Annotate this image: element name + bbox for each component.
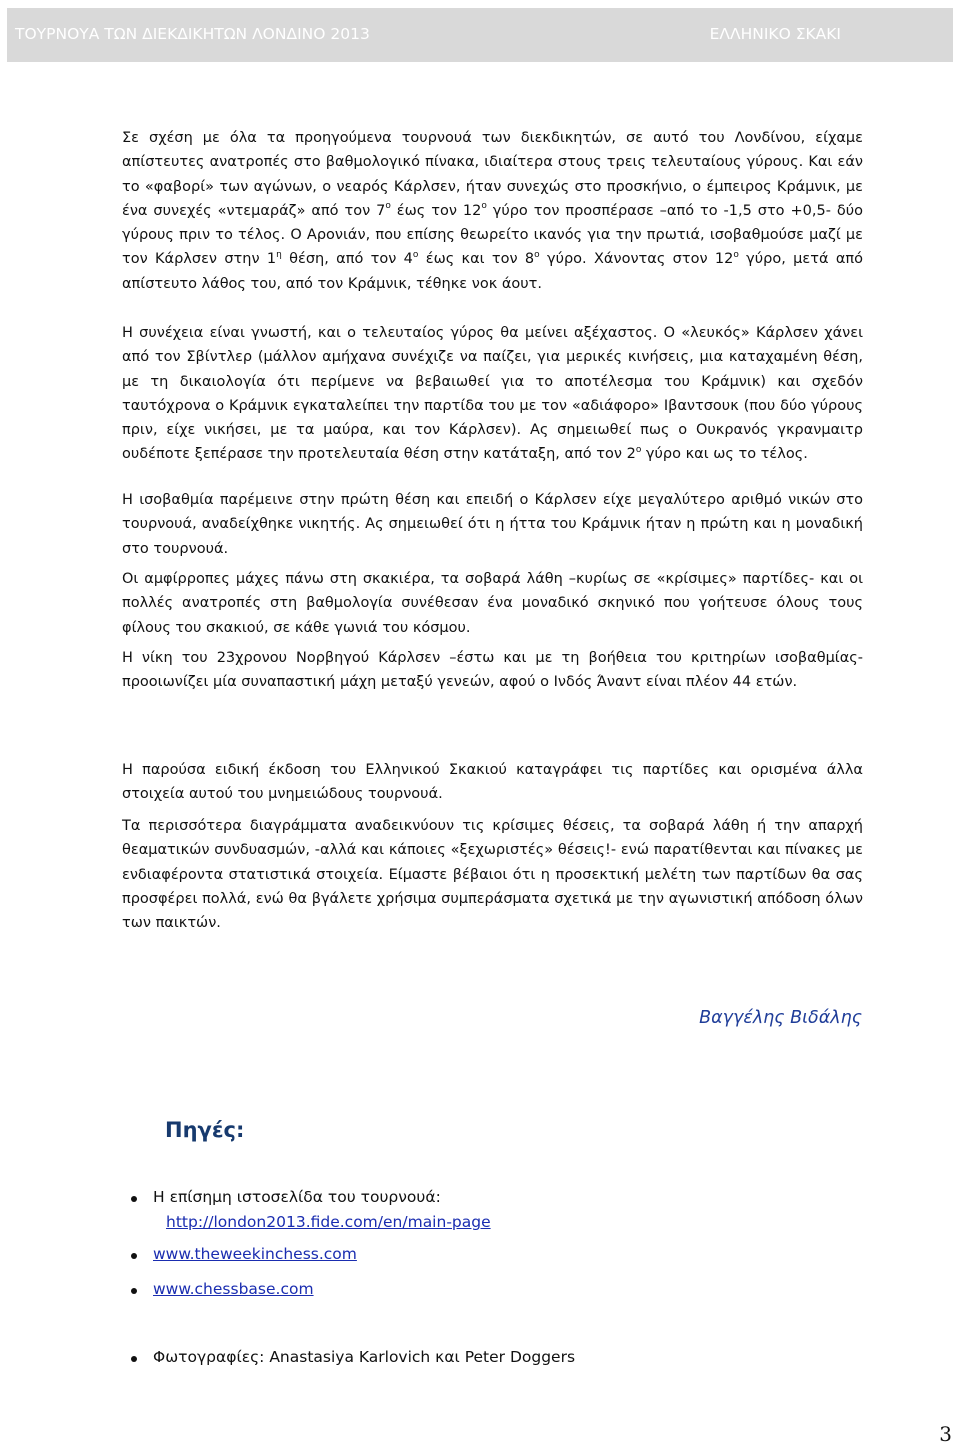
header-title: ΤΟΥΡΝΟΥΑ ΤΩΝ ΔΙΕΚΔΙΚΗΤΩΝ ΛΟΝΔΙΝΟ 2013: [15, 25, 370, 43]
paragraph-6: Η παρούσα ειδική έκδοση του Ελληνικού Σκακιού καταγράφει τις παρτίδες και ορισμένα άλλα στοιχεία αυτού του μνημειώδους τουρνουά.: [122, 762, 863, 803]
page-number: 3: [939, 1422, 952, 1446]
header-publication: ΕΛΛΗΝΙΚΟ ΣΚΑΚΙ: [709, 25, 841, 43]
photo-credits: Φωτογραφίες: Anastasiya Karlovich και Peter Doggers: [153, 1348, 576, 1366]
author-signature: Βαγγέλης Βιδάλης: [699, 1008, 862, 1028]
paragraph-5: Η νίκη του 23χρονου Νορβηγού Κάρλσεν –έστω και με τη βοήθεια του κριτηρίων ισοβαθμίας- προοιωνίζει μία συναπαστική μάχη μεταξύ γενεών, αφού ο Ινδός Άναντ είναι πλέον 44 ετών.: [122, 650, 863, 691]
sources-heading: Πηγές:: [165, 1118, 245, 1142]
paragraph-7: Τα περισσότερα διαγράμματα αναδεικνύουν τις κρίσιμες θέσεις, τα σοβαρά λάθη ή την απαρχή θεαματικών συνδυασμών, -αλλά και κάποιες «ξεχωριστές» θέσεις!- ενώ παρατίθενται και πίνακες με ενδιαφέροντα στατιστικά στοιχεία. Είμαστε βέβαιοι ότι η προσεκτική μελέτη των παρτίδων θα σας προσφέρει πολλά, ενώ θα βγάλετε χρήσιμα συμπεράσματα σχετικά με την αγωνιστική απόδοση όλων των παικτών.: [122, 818, 863, 932]
paragraph-1: Σε σχέση με όλα τα προηγούμενα τουρνουά των διεκδικητών, σε αυτό του Λονδίνου, είχαμε απίστευτες ανατροπές στο βαθμολογικό πίνακα, ιδιαίτερα στους τρεις τελευταίους γύρους. Και εάν το «φαβορί» των αγώνων, ο νεαρός Κάρλσεν, ήταν συνεχώς στο προσκήνιο, ο έμπειρος Κράμνικ, με ένα συνεχές «ντεμαράζ» από τον $7^o$ έως τον $12^o$ γύρο τον προσπέρασε –από το -1,5 στο +0,5- δύο γύρους πριν το τέλος. Ο Αρονιάν, που επίσης θεωρείτο ικανός για την πρωτιά, ισοβαθμούσε μαζί με τον Κάρλσεν στην $1^\eta$ θέση, από τον $4^o$ έως και τον $8^o$ γύρο. Χάνοντας στον $12^o$ γύρο, μετά από απίστευτο λάθος του, από τον Κράμνικ, τέθηκε νοκ άουτ.: [122, 130, 863, 292]
bullet-icon: [131, 1196, 137, 1202]
bullet-icon: [131, 1356, 137, 1362]
source-link-theweekinchess[interactable]: www.theweekinchess.com: [153, 1245, 357, 1263]
page-header: [7, 8, 953, 62]
source-label: Η επίσημη ιστοσελίδα του τουρνουά:: [153, 1188, 441, 1206]
paragraph-3: Η ισοβαθμία παρέμεινε στην πρώτη θέση και επειδή ο Κάρλσεν είχε μεγαλύτερο αριθμό νικών στο τουρνουά, αναδείχθηκε νικητής. Ας σημειωθεί ότι η ήττα του Κράμνικ ήταν η πρώτη και η μοναδική στο τουρνουά.: [122, 492, 863, 557]
paragraph-2: Η συνέχεια είναι γνωστή, και ο τελευταίος γύρος θα μείνει αξέχαστος. Ο «λευκός» Κάρλσεν χάνει από τον Σβίντλερ (μάλλον αμήχανα συνέχιζε να παίζει, για μερικές κινήσεις, μια καταχαμένη θέση, με τη δικαιολογία ότι περίμενε να βεβαιωθεί για το αποτέλεσμα του Κράμνικ) και σχεδόν ταυτόχρονα ο Κράμνικ εγκαταλείπει την παρτίδα του με τον «αδιάφορο» Ιβαντσουκ (που δύο γύρους πριν, είχε νικήσει, με τα μαύρα, και τον Κάρλσεν). Ας σημειωθεί πως ο Ουκρανός γκρανμαιτρ ουδέποτε ξεπέρασε την προτελευταία θέση στην κατάταξη, από τον $2^o$ γύρο και ως το τέλος.: [122, 325, 863, 463]
bullet-icon: [131, 1288, 137, 1294]
source-link-chessbase[interactable]: www.chessbase.com: [153, 1280, 314, 1298]
bullet-icon: [131, 1253, 137, 1259]
paragraph-4: Οι αμφίρροπες μάχες πάνω στη σκακιέρα, τα σοβαρά λάθη –κυρίως σε «κρίσιμες» παρτίδες- και οι πολλές ανατροπές στη βαθμολογία συνέθεσαν ένα μοναδικό σκηνικό που γοήτευσε όλους τους φίλους του σκακιού, σε κάθε γωνιά του κόσμου.: [122, 571, 863, 636]
source-link-fide[interactable]: http://london2013.fide.com/en/main-page: [166, 1213, 491, 1231]
